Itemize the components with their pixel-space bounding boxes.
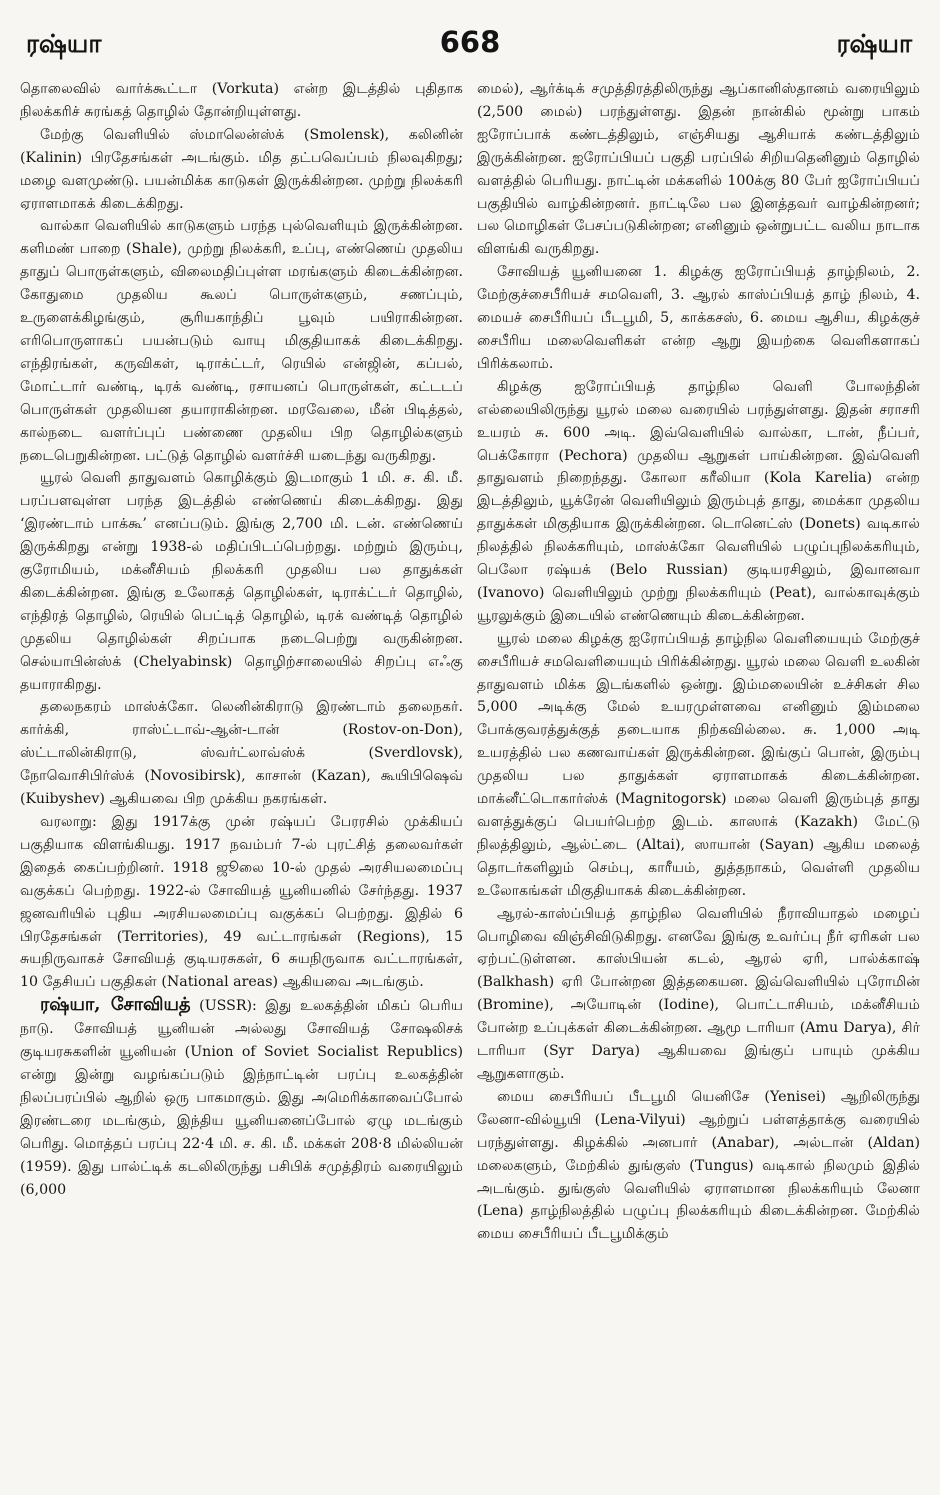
page-number: 668 bbox=[439, 25, 501, 59]
paragraph: யூரல் மலை கிழக்கு ஐரோப்பியத் தாழ்நில வெளியையும் மேற்குச் சைபீரியச் சமவெளியையும் பிரிக்கின்றது. யூரல் மலை வெளி உலகின் தாதுவளம் மிக்க இடங்களில் ஒன்று. இம்மலையின் உச்சிகள் சில 5,000 அடிக்கு மேல் உயரமுள்ளவை எனினும் இம்மலை போக்குவரத்துக்குத் தடையாக நிற்கவில்லை. சு. 1,000 அடி உயரத்தில் பல கணவாய்கள் இருக்கின்றன. இங்குப் பொன், இரும்பு முதலிய பல தாதுக்கள் ஏராளமாகக் கிடைக்கின்றன. மாக்னீட்டொகார்ஸ்க் (Magnitogorsk) மலை வெளி இரும்புத் தாது வளத்துக்குப் பெயர்பெற்ற இடம். காஸாக் (Kazakh) மேட்டு நிலத்திலும், ஆல்ட்டை (Altai), ஸாயான் (Sayan) ஆகிய மலைத் தொடர்களிலும் செம்பு, காரீயம், துத்தநாகம், வெள்ளி முதலிய உலோகங்கள் மிகுதியாகக் கிடைக்கின்றன. bbox=[477, 630, 920, 899]
paragraph: தொலைவில் வார்க்கூட்டா (Vorkuta) என்ற இடத்தில் புதிதாக நிலக்கரிச் சுரங்கத் தொழில் தோன்றியுள்ளது. bbox=[20, 81, 463, 120]
entry-text: (USSR): இது உலகத்தின் மிகப் பெரிய நாடு. சோவியத் யூனியன் அல்லது சோவியத் சோஷலிசக் குடியரசுகளின் யூனியன் (Union of Soviet Socialist Republics) என்று இன்று வழங்கப்படும் இந்நாட்டின் பரப்பு உலகத்தின் நிலப்பரப்பில் ஆறில் ஒரு பாகமாகும். இது அமெரிக்காவைப்போல் இரண்டரை மடங்கும், இந்திய யூனியனைப்போல் ஏழு மடங்கும் பெரிது. மொத்தப் பரப்பு 22·4 மி. ச. கி. மீ. மக்கள் 208·8 மில்லியன் (1959). இது பால்ட்டிக் கடலிலிருந்து பசிபிக் சமுத்திரம் வரையிலும் (6,000 bbox=[20, 998, 463, 1198]
running-head-right: ரஷ்யா bbox=[836, 29, 912, 58]
entry-heading: ரஷ்யா, சோவியத் bbox=[40, 994, 191, 1016]
entry-paragraph bbox=[20, 994, 463, 1201]
paragraph: கிழக்கு ஐரோப்பியத் தாழ்நில வெளி போலந்தின் எல்லையிலிருந்து யூரல் மலை வரையில் பரந்துள்ளது. இதன் சராசரி உயரம் சு. 600 அடி. இவ்வெளியில் வால்கா, டான், நீப்பர், பெக்கோரா (Pechora) முதலிய ஆறுகள் பாய்கின்றன. இவ்வெளி தாதுவளம் நிறைந்தது. கோலா கரீலியா (Kola Karelia) என்ற இடத்திலும், யூக்ரேன் வெளியிலும் இரும்புத் தாது, மைக்கா முதலிய தாதுக்கள் மிகுதியாக இருக்கின்றன. டொனெட்ஸ் (Donets) வடிகால் நிலத்தில் நிலக்கரியும், மாஸ்க்கோ வெளியில் பழுப்புநிலக்கரியும், பெலோ ரஷ்யக் (Belo Russian) குடியரசிலும், இவானவா (Ivanovo) வெளியிலும் முற்று நிலக்கரியும் (Peat), வால்காவுக்கும் யூரலுக்கும் இடையில் எண்ணெயும் கிடைக்கின்றன. bbox=[477, 378, 920, 624]
page-header bbox=[20, 25, 920, 78]
right-column bbox=[477, 78, 920, 1483]
paragraph: ஆரல்-காஸ்ப்பியத் தாழ்நில வெளியில் நீராவியாதல் மழைப் பொழிவை விஞ்சிவிடுகிறது. எனவே இங்கு உவர்ப்பு நீர் ஏரிகள் பல ஏற்பட்டுள்ளன. காஸ்பியன் கடல், ஆரல் ஏரி, பால்க்காஷ் (Balkhash) ஏரி போன்றன இத்தகையன. இவ்வெளியில் புரோமின் (Bromine), அயோடின் (Iodine), பொட்டாசியம், மக்னீசியம் போன்ற உப்புக்கள் கிடைக்கின்றன. ஆமூ டாரியா (Amu Darya), சிர் டாரியா (Syr Darya) ஆகியவை இங்குப் பாயும் முக்கிய ஆறுகளாகும். bbox=[477, 905, 920, 1082]
two-column-body bbox=[20, 78, 920, 1483]
paragraph: தலைநகரம் மாஸ்க்கோ. லெனின்கிராடு இரண்டாம் தலைநகர். கார்க்கி, ராஸ்ட்டாவ்-ஆன்-டான் (Rostov-on-Don), ஸ்ட்டாலின்கிராடு, ஸ்வர்ட்லாவ்ஸ்க் (Sverdlovsk), நோவொசிபிர்ஸ்க் (Novosibirsk), காசான் (Kazan), கூயிபிஷெவ் (Kuibyshev) ஆகியவை பிற முக்கிய நகரங்கள். bbox=[20, 699, 463, 808]
paragraph: மைய சைபீரியப் பீடபூமி யெனிசே (Yenisei) ஆறிலிருந்து லேனா-வில்யூயி (Lena-Vilyui) ஆற்றுப் பள்ளத்தாக்கு வரையில் பரந்துள்ளது. கிழக்கில் அனபார் (Anabar), அல்டான் (Aldan) மலைகளும், மேற்கில் துங்குஸ் (Tungus) வடிகால் நிலமும் இதில் அடங்கும். துங்குஸ் வெளியில் ஏராளமான நிலக்கரியும் லேனா (Lena) தாழ்நிலத்தில் பழுப்பு நிலக்கரியும் கிடைக்கின்றன. மேற்கில் மைய சைபீரியப் பீடபூமிக்கும் bbox=[477, 1088, 920, 1243]
running-head-left: ரஷ்யா bbox=[26, 29, 102, 58]
paragraph: வரலாறு: இது 1917க்கு முன் ரஷ்யப் பேரரசில் முக்கியப் பகுதியாக விளங்கியது. 1917 நவம்பர் 7-ல் புரட்சித் தலைவர்கள் இதைக் கைப்பற்றினர். 1918 ஜூலை 10-ல் முதல் அரசியலமைப்பு வகுக்கப் பெற்றது. 1922-ல் சோவியத் யூனியனில் சேர்ந்தது. 1937 ஜனவரியில் புதிய அரசியலமைப்பு வகுக்கப் பெற்றது. இதில் 6 பிரதேசங்கள் (Territories), 49 வட்டாரங்கள் (Regions), 15 சுயநிருவாகச் சோவியத் குடியரசுகள், 6 சுயநிருவாக வட்டாரங்கள், 10 தேசியப் பகுதிகள் (National areas) ஆகியவை அடங்கும். bbox=[20, 814, 463, 991]
left-column bbox=[20, 78, 463, 1483]
paragraph: வால்கா வெளியில் காடுகளும் பரந்த புல்வெளியும் இருக்கின்றன. களிமண் பாறை (Shale), முற்று நிலக்கரி, உப்பு, எண்ணெய் முதலிய தாதுப் பொருள்களும், விலைமதிப்புள்ள மரங்களும் கிடைக்கின்றன. கோதுமை முதலிய கூலப் பொருள்களும், சணப்பும், உருளைக்கிழங்கும், சூரியகாந்திப் பூவும் பயிராகின்றன. எரிபொருளாகப் பயன்படும் வாயு மிகுதியாகக் கிடைக்கிறது. எந்திரங்கள், கருவிகள், டிராக்ட்டர், ரெயில் என்ஜின், கப்பல், மோட்டார் வண்டி, டிரக் வண்டி, ரசாயனப் பொருள்கள், கட்டடப் பொருள்கள் முதலியன தயாராகின்றன. மரவேலை, மீன் பிடித்தல், கால்நடை வளர்ப்புப் பண்ணை முதலிய பிற தொழில்களும் நடைபெறுகின்றன. பட்டுத் தொழில் வளர்ச்சி யடைந்து வருகிறது. bbox=[20, 218, 463, 464]
paragraph: சோவியத் யூனியனை 1. கிழக்கு ஐரோப்பியத் தாழ்நிலம், 2. மேற்குச்சைபீரியச் சமவெளி, 3. ஆரல் காஸ்ப்பியத் தாழ் நிலம், 4. மையச் சைபீரியப் பீடபூமி, 5, காக்கசஸ், 6. மைய ஆசிய, கிழக்குச் சைபீரிய மலைவெளிகள் என்ற ஆறு இயற்கை வெளிகளாகப் பிரிக்கலாம். bbox=[477, 264, 920, 372]
paragraph: மேற்கு வெளியில் ஸ்மாலென்ஸ்க் (Smolensk), கலினின் (Kalinin) பிரதேசங்கள் அடங்கும். மித தட்பவெப்பம் நிலவுகிறது; மழை வளமுண்டு. பயன்மிக்க காடுகள் இருக்கின்றன. முற்று நிலக்கரி ஏராளமாகக் கிடைக்கிறது. bbox=[20, 126, 463, 212]
paragraph: யூரல் வெளி தாதுவளம் கொழிக்கும் இடமாகும் 1 மி. ச. கி. மீ. பரப்பளவுள்ள பரந்த இடத்தில் எண்ணெய் கிடைக்கிறது. இது ‘இரண்டாம் பாக்கூ’ எனப்படும். இங்கு 2,700 மி. டன். எண்ணெய் இருக்கிறது என்று 1938-ல் மதிப்பிடப்பெற்றது. மற்றும் இரும்பு, குரோமியம், மக்னீசியம் நிலக்கரி முதலிய பல தாதுக்கள் கிடைக்கின்றன. இங்கு உலோகத் தொழில்கள், டிராக்ட்டர் தொழில், எந்திரத் தொழில், ரெயில் பெட்டித் தொழில், டிரக் வண்டித் தொழில் முதலிய தொழில்கள் சிறப்பாக நடைபெற்று வருகின்றன. செல்யாபின்ஸ்க் (Chelyabinsk) தொழிற்சாலையில் சிறப்பு எஃகு தயாராகிறது. bbox=[20, 470, 463, 693]
paragraph: மைல்), ஆர்க்டிக் சமுத்திரத்திலிருந்து ஆப்கானிஸ்தானம் வரையிலும் (2,500 மைல்) பரந்துள்ளது. இதன் நான்கில் மூன்று பாகம் ஐரோப்பாக் கண்டத்திலும், எஞ்சியது ஆசியாக் கண்டத்திலும் இருக்கின்றன. ஐரோப்பியப் பகுதி பரப்பில் சிறியதெனினும் தொழில் வளத்தில் பெரியது. நாட்டின் மக்களில் 100க்கு 80 பேர் ஐரோப்பியப் பகுதியில் வாழ்கின்றனர். நாட்டிலே பல இனத்தவர் வாழ்கின்றனர்; பல மொழிகள் பேசப்படுகின்றன; எனினும் ஒன்றுபட்ட வலிய நாடாக விளங்கி வருகிறது. bbox=[477, 81, 920, 258]
